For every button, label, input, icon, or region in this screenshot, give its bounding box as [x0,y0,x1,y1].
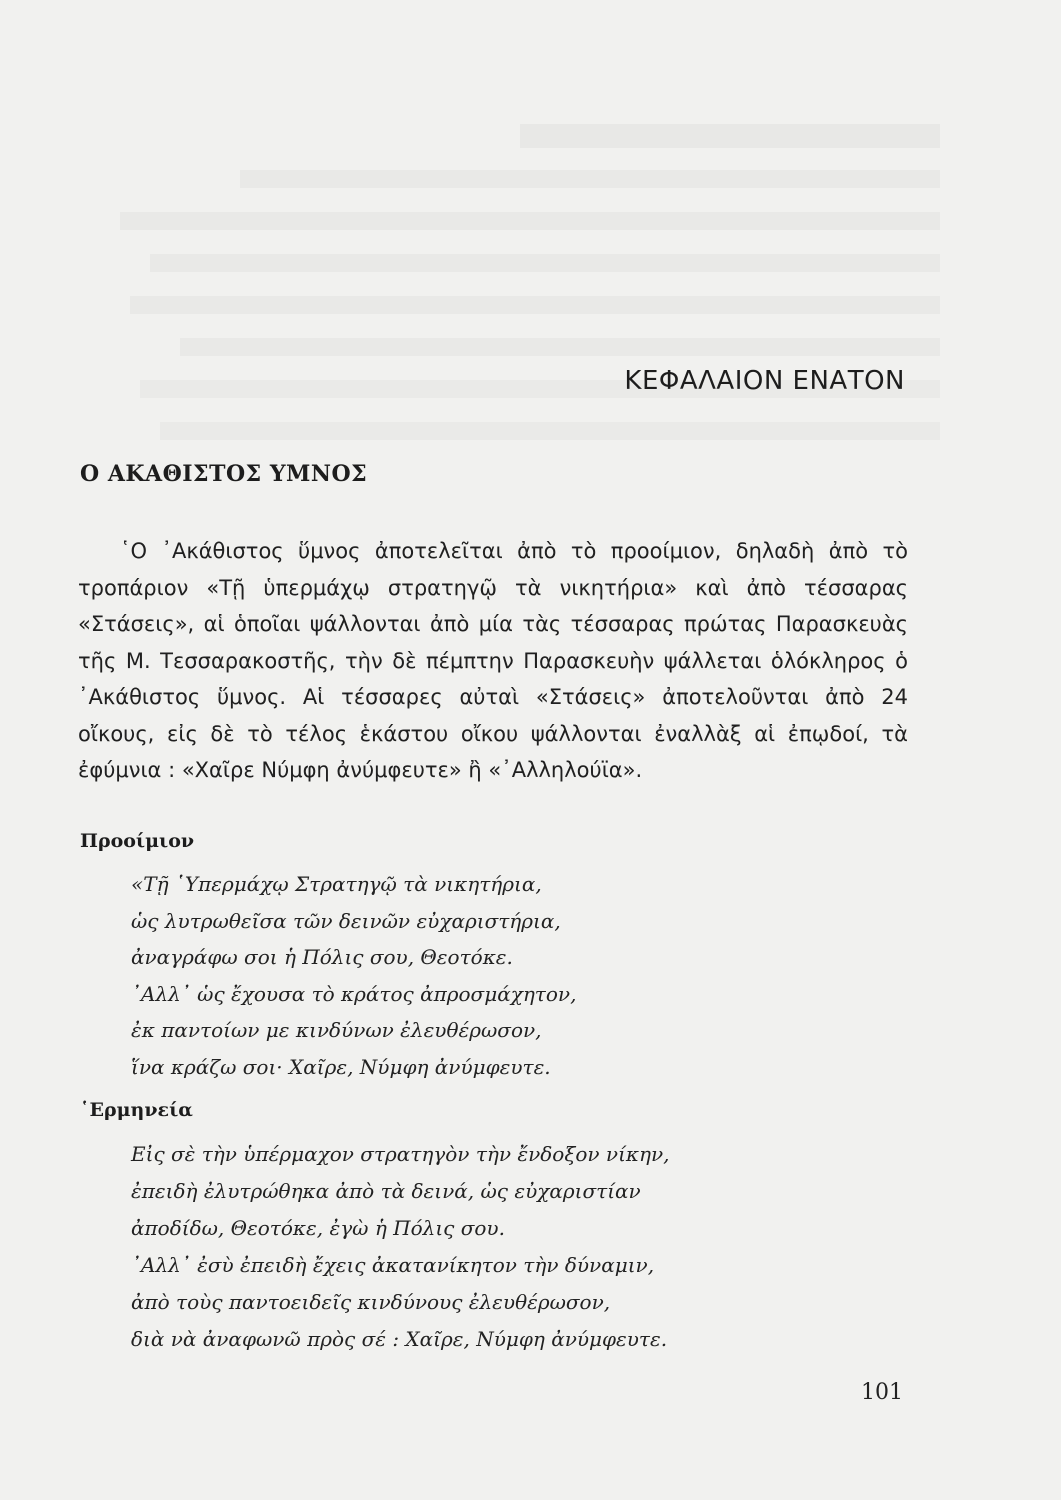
verse-line: ἐκ παντοίων με κινδύνων ἐλευθέρωσον, [131,1018,542,1042]
verse-line: ἀναγράφω σοι ἡ Πόλις σου, Θεοτόκε. [131,945,513,969]
chapter-heading: ΚΕΦΑΛΑΙΟΝ ΕΝΑΤΟΝ [624,366,905,396]
interpretation-line: ἀπὸ τοὺς παντοειδεῖς κινδύνους ἐλευθέρωσον, [131,1290,611,1314]
interpretation-line: ἀποδίδω, Θεοτόκε, ἐγὼ ἡ Πόλις σου. [131,1216,505,1240]
interpretation-verse [131,1136,670,1358]
prooimion-verse [131,866,576,1085]
prooimion-heading: Προοίμιον [80,830,195,852]
intro-paragraph: ῾Ο ᾿Ακάθιστος ὕμνος ἀποτελεῖται ἀπὸ τὸ προοίμιον, δηλαδὴ ἀπὸ τὸ τροπάριον «Τῇ ὑπερμάχῳ στρατηγῷ τὰ νικητήρια» καὶ ἀπὸ τέσσαρας «Στάσεις», αἱ ὁποῖαι ψάλλονται ἀπὸ μία τὰς τέσσαρας πρώτας Παρασκευὰς τῆς Μ. Τεσσαρακοστῆς, τὴν δὲ πέμπτην Παρασκευὴν ψάλλεται ὁλόκληρος ὁ ᾿Ακάθιστος ὕμνος. Αἱ τέσσαρες αὐταὶ «Στάσεις» ἀποτελοῦνται ἀπὸ 24 οἴκους, εἰς δὲ τὸ τέλος ἑκάστου οἴκου ψάλλονται ἐναλλὰξ αἱ ἐπῳδοί, τὰ ἐφύμνια : «Χαῖρε Νύμφη ἀνύμφευτε» ἢ «᾿Αλληλούϊα». [78,539,908,782]
interpretation-heading: ῾Ερμηνεία [80,1099,193,1121]
verse-line: ᾿Αλλ᾿ ὡς ἔχουσα τὸ κράτος ἀπροσμάχητον, [131,981,577,1006]
section-title: Ο ΑΚΑΘΙΣΤΟΣ ΥΜΝΟΣ [80,461,368,487]
verse-line: ὡς λυτρωθεῖσα τῶν δεινῶν εὐχαριστήρια, [131,908,561,933]
verse-line: «Τῇ ῾Υπερμάχῳ Στρατηγῷ τὰ νικητήρια, [131,872,542,896]
interpretation-line: ᾿Αλλ᾿ ἐσὺ ἐπειδὴ ἔχεις ἀκατανίκητον τὴν δύναμιν, [131,1253,655,1277]
page-number: 101 [861,1380,903,1405]
verse-line: ἵνα κράζω σοι· Χαῖρε, Νύμφη ἀνύμφευτε. [131,1054,551,1079]
interpretation-line: Εἰς σὲ τὴν ὑπέρμαχον στρατηγὸν τὴν ἔνδοξον νίκην, [131,1142,670,1166]
interpretation-line: ἐπειδὴ ἐλυτρώθηκα ἀπὸ τὰ δεινά, ὡς εὐχαριστίαν [131,1179,641,1203]
interpretation-line: διὰ νὰ ἀναφωνῶ πρὸς σέ : Χαῖρε, Νύμφη ἀνύμφευτε. [131,1327,668,1351]
